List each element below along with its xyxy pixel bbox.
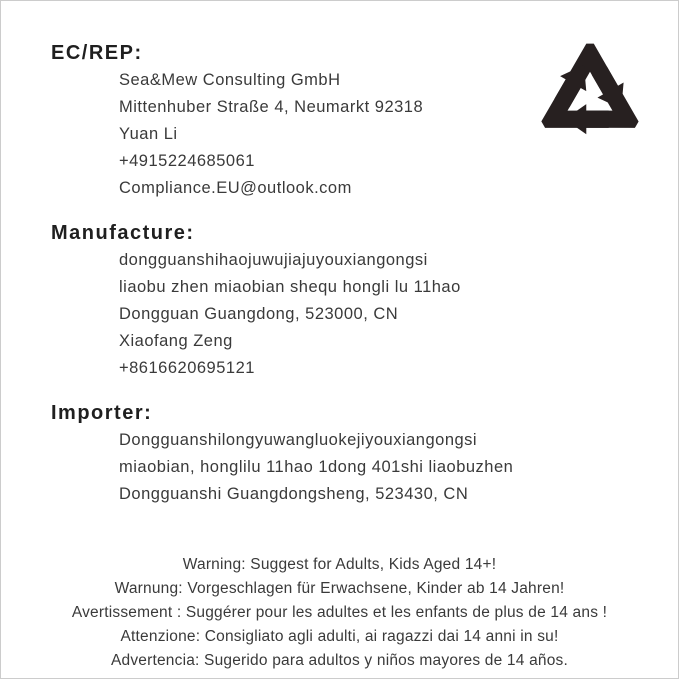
ec-rep-address: Mittenhuber Straße 4, Neumarkt 92318 (119, 98, 424, 116)
importer-company: Dongguanshilongyuwangluokejiyouxiangongsi (119, 431, 478, 449)
ec-rep-contact-name: Yuan Li (119, 125, 178, 143)
warnings-block (1, 553, 678, 673)
importer-heading: Importer: (51, 402, 153, 424)
recycle-icon (536, 35, 644, 143)
manufacture-heading: Manufacture: (51, 222, 195, 244)
warning-fr: Avertissement : Suggérer pour les adultes et les enfants de plus de 14 ans ! (71, 604, 608, 621)
importer-lines (119, 427, 638, 508)
importer-address-1: miaobian, honglilu 11hao 1dong 401shi liaobuzhen (119, 458, 514, 476)
section-manufacture (51, 220, 638, 382)
ec-rep-email: Compliance.EU@outlook.com (119, 179, 352, 197)
ec-rep-phone: +4915224685061 (119, 152, 255, 170)
warning-de: Warnung: Vorgeschlagen für Erwachsene, Kinder ab 14 Jahren! (114, 580, 565, 597)
warning-it: Attenzione: Consigliato agli adulti, ai ragazzi dai 14 anni in su! (120, 628, 559, 645)
manufacture-address-1: liaobu zhen miaobian shequ hongli lu 11hao (119, 278, 461, 296)
manufacture-address-2: Dongguan Guangdong, 523000, CN (119, 305, 399, 323)
manufacture-phone: +8616620695121 (119, 359, 255, 377)
importer-address-2: Dongguanshi Guangdongsheng, 523430, CN (119, 485, 469, 503)
warning-es: Advertencia: Sugerido para adultos y niños mayores de 14 años. (110, 652, 568, 669)
manufacture-lines (119, 247, 638, 382)
ec-rep-heading: EC/REP: (51, 42, 143, 64)
warning-en: Warning: Suggest for Adults, Kids Aged 14+! (182, 556, 497, 573)
section-importer (51, 400, 638, 508)
ec-rep-company: Sea&Mew Consulting GmbH (119, 71, 341, 89)
manufacture-company: dongguanshihaojuwujiajuyouxiangongsi (119, 251, 428, 269)
manufacture-contact-name: Xiaofang Zeng (119, 332, 233, 350)
